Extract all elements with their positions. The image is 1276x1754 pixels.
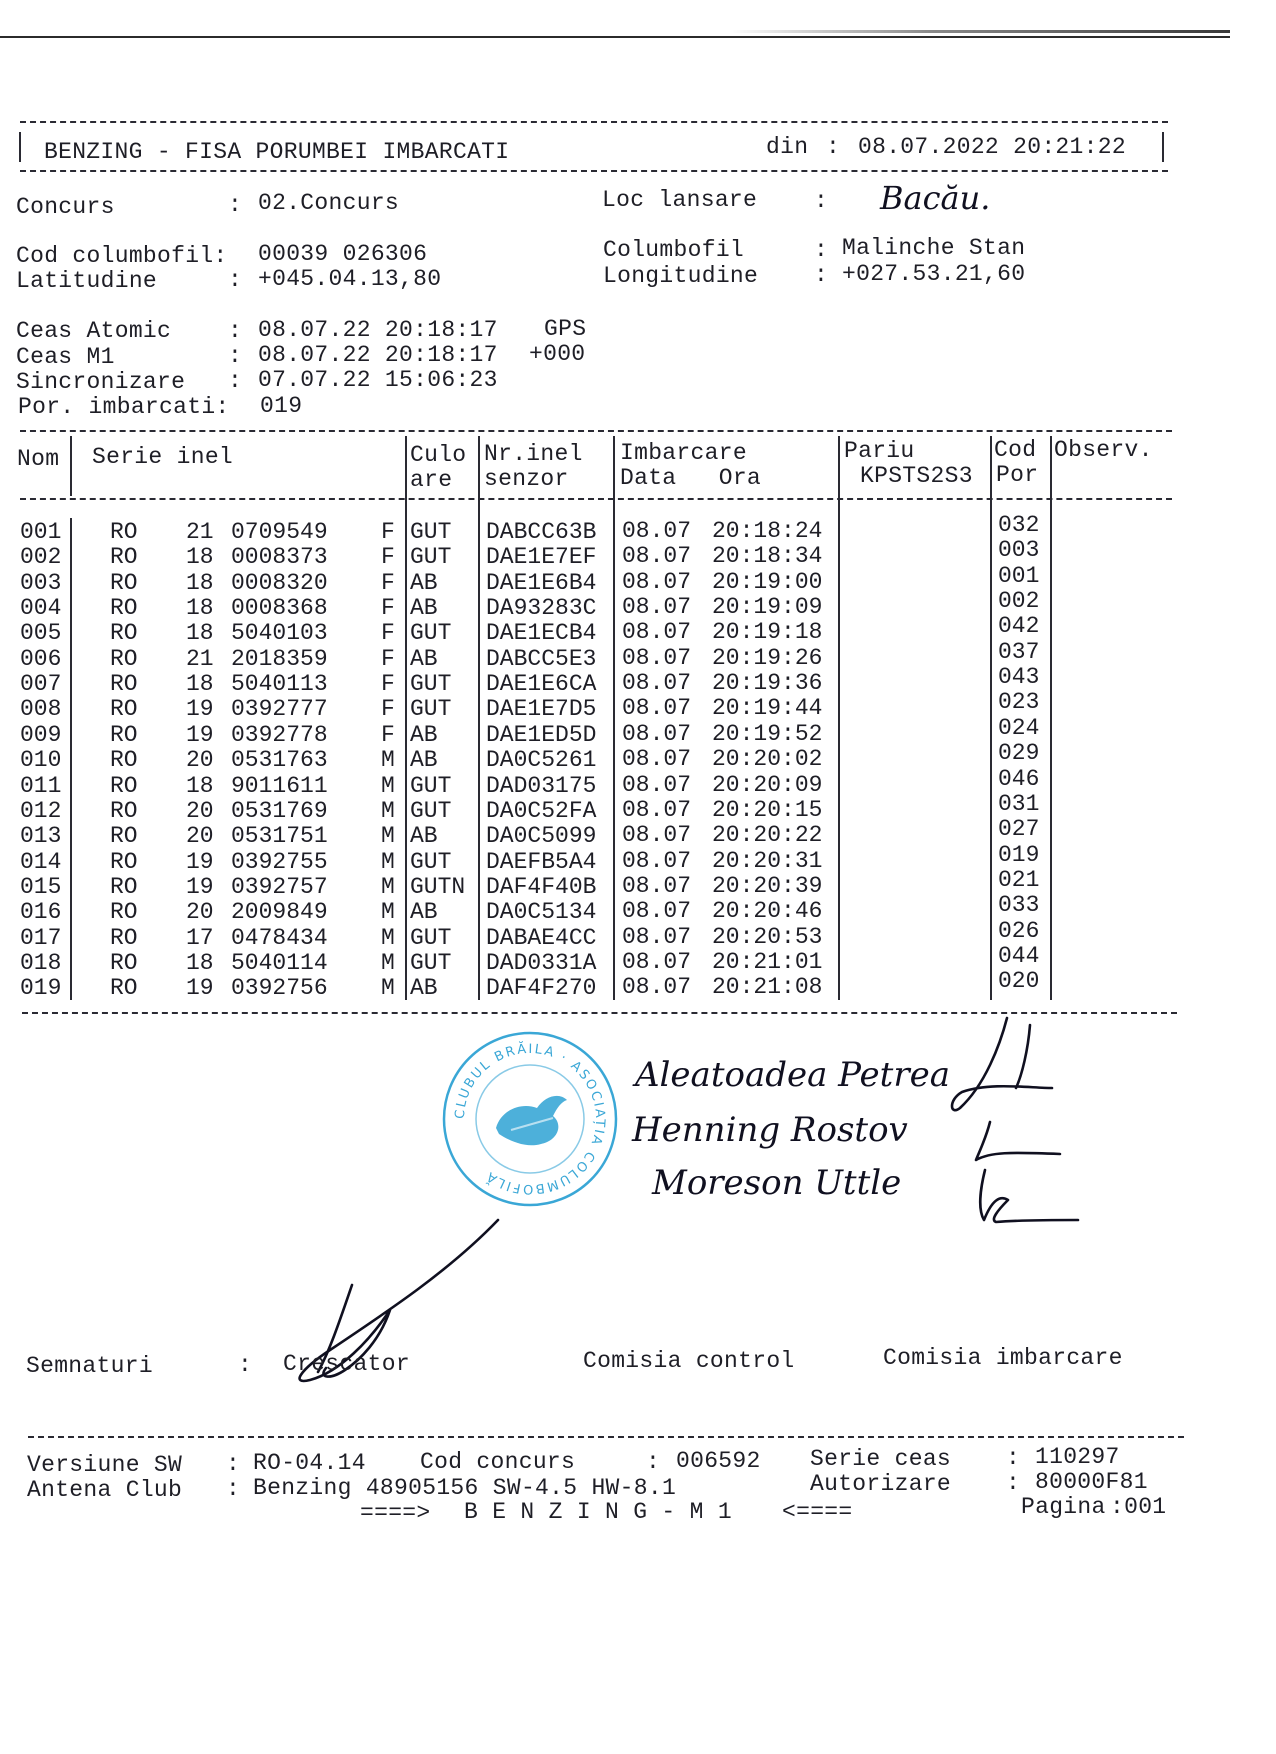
cell-ora: 20:19:18 bbox=[712, 619, 823, 646]
columbofil-value: Malinche Stan bbox=[842, 235, 1026, 261]
cell-culoare: AB bbox=[410, 823, 438, 850]
stamp-text: CLUBUL BRĂILA · ASOCIAȚIA COLUMBOFILĂ bbox=[452, 1041, 608, 1197]
col-sep-nom bbox=[70, 518, 72, 1000]
cell-tara: RO bbox=[110, 899, 138, 926]
cell-senzor: DAE1ECB4 bbox=[486, 620, 597, 647]
cell-data: 08.07 bbox=[622, 872, 692, 899]
cell-nom: 012 bbox=[20, 797, 62, 824]
th-nr-inel-1: Nr.inel bbox=[484, 441, 583, 467]
cell-senzor: DABCC5E3 bbox=[486, 645, 597, 672]
cell-cod-por: 031 bbox=[998, 790, 1040, 817]
sincronizare-label: Sincronizare bbox=[16, 369, 186, 395]
cell-senzor: DAE1ED5D bbox=[486, 721, 597, 748]
cell-tara: RO bbox=[110, 569, 138, 596]
cell-an: 20 bbox=[186, 747, 214, 774]
cell-tara: RO bbox=[110, 797, 138, 824]
columbofil-label: Columbofil bbox=[603, 237, 745, 263]
cell-tara: RO bbox=[110, 848, 138, 875]
cell-data: 08.07 bbox=[622, 847, 692, 874]
cell-sex: F bbox=[381, 645, 395, 672]
cell-data: 08.07 bbox=[622, 670, 692, 697]
loc-lansare-colon: : bbox=[814, 188, 829, 214]
banner-right-arrow: <==== bbox=[782, 1499, 853, 1525]
th-pariu-1: Pariu bbox=[844, 438, 915, 464]
cell-data: 08.07 bbox=[622, 771, 692, 798]
cell-cod-por: 027 bbox=[998, 816, 1040, 843]
cell-sex: F bbox=[381, 620, 395, 647]
cell-tara: RO bbox=[110, 645, 138, 672]
cell-sex: M bbox=[381, 975, 395, 1002]
cod-columbofil-label: Cod columbofil: bbox=[16, 243, 228, 269]
ceas-m1-colon: : bbox=[228, 343, 243, 369]
th-nr-inel-2: senzor bbox=[484, 466, 569, 492]
cell-nom: 008 bbox=[20, 696, 62, 723]
cell-sex: M bbox=[381, 924, 395, 951]
cell-senzor: DAD03175 bbox=[486, 772, 597, 799]
cell-nr-inel: 0531751 bbox=[231, 823, 328, 850]
cell-senzor: DA0C5261 bbox=[486, 747, 597, 774]
cell-an: 19 bbox=[186, 975, 214, 1002]
por-imbarcati-value: 019 bbox=[260, 393, 303, 419]
cell-nr-inel: 0392777 bbox=[231, 696, 328, 723]
banner-text: B E N Z I N G - M 1 bbox=[464, 1499, 732, 1525]
cell-cod-por: 037 bbox=[998, 638, 1040, 665]
cell-senzor: DA0C52FA bbox=[486, 797, 597, 824]
antena-club-label: Antena Club bbox=[27, 1477, 183, 1503]
cell-data: 08.07 bbox=[622, 568, 692, 595]
cell-nr-inel: 0008368 bbox=[231, 595, 328, 622]
header-top-rule bbox=[20, 121, 1168, 123]
cell-sex: F bbox=[381, 595, 395, 622]
ceas-atomic-label: Ceas Atomic bbox=[16, 318, 172, 344]
cell-an: 18 bbox=[186, 949, 214, 976]
cell-cod-por: 001 bbox=[998, 562, 1040, 589]
sincronizare-colon: : bbox=[228, 368, 243, 394]
th-nom: Nom bbox=[17, 446, 60, 472]
col-sep-serie bbox=[405, 436, 407, 1000]
cell-nr-inel: 0531763 bbox=[231, 747, 328, 774]
cell-culoare: GUTN bbox=[410, 873, 466, 900]
cell-ora: 20:19:00 bbox=[712, 568, 823, 595]
cell-sex: F bbox=[381, 721, 395, 748]
th-culoare-2: are bbox=[410, 467, 453, 493]
cell-cod-por: 042 bbox=[998, 613, 1040, 640]
control-signature-1 bbox=[952, 1018, 1052, 1110]
cell-senzor: DA93283C bbox=[486, 595, 597, 622]
cell-cod-por: 003 bbox=[998, 537, 1040, 564]
cell-tara: RO bbox=[110, 544, 138, 571]
document-title: BENZING - FISA PORUMBEI IMBARCATI bbox=[44, 139, 510, 165]
crescator-label: Crescator bbox=[283, 1351, 410, 1377]
cell-an: 18 bbox=[186, 544, 214, 571]
autorizare-colon: : bbox=[1006, 1470, 1021, 1496]
cell-sex: M bbox=[381, 899, 395, 926]
versiune-sw-value: RO-04.14 bbox=[253, 1450, 366, 1476]
col-sep-senzor bbox=[613, 436, 615, 1000]
table-header-bottom-rule bbox=[20, 498, 1172, 500]
header-date-separator: : bbox=[826, 134, 841, 160]
pagina-value: :001 bbox=[1110, 1494, 1167, 1520]
col-sep-culoare bbox=[478, 436, 480, 1000]
cell-sex: M bbox=[381, 848, 395, 875]
latitudine-colon: : bbox=[228, 267, 243, 293]
cod-concurs-label: Cod concurs bbox=[420, 1449, 576, 1475]
cell-culoare: AB bbox=[410, 721, 438, 748]
cell-cod-por: 021 bbox=[998, 866, 1040, 893]
cell-an: 18 bbox=[186, 620, 214, 647]
cell-cod-por: 019 bbox=[998, 841, 1040, 868]
cell-senzor: DA0C5099 bbox=[486, 823, 597, 850]
longitudine-colon: : bbox=[814, 262, 829, 288]
comisia-control-label: Comisia control bbox=[583, 1348, 795, 1374]
loc-lansare-value: Bacău. bbox=[880, 179, 991, 217]
serie-ceas-label: Serie ceas bbox=[810, 1446, 952, 1472]
cell-senzor: DABCC63B bbox=[486, 519, 597, 545]
concurs-colon: : bbox=[228, 192, 243, 218]
th-cod-1: Cod bbox=[994, 437, 1037, 463]
cell-data: 08.07 bbox=[622, 974, 692, 1001]
concurs-value: 02.Concurs bbox=[258, 190, 400, 216]
cell-nr-inel: 0392757 bbox=[231, 873, 328, 900]
cell-data: 08.07 bbox=[622, 898, 692, 925]
cell-sex: M bbox=[381, 873, 395, 900]
cell-ora: 20:20:02 bbox=[712, 746, 823, 773]
cell-sex: M bbox=[381, 747, 395, 774]
cell-an: 18 bbox=[186, 671, 214, 698]
cell-nr-inel: 0478434 bbox=[231, 924, 328, 951]
th-pariu-2: KPSTS2S3 bbox=[860, 463, 973, 489]
cell-tara: RO bbox=[110, 975, 138, 1002]
cell-ora: 20:19:26 bbox=[712, 644, 823, 671]
cell-nr-inel: 2009849 bbox=[231, 899, 328, 926]
header-left-border bbox=[19, 132, 21, 162]
control-name-2: Henning Rostov bbox=[632, 1110, 908, 1150]
cell-sex: F bbox=[381, 569, 395, 596]
cell-data: 08.07 bbox=[622, 796, 692, 823]
th-culoare-1: Culo bbox=[410, 442, 467, 468]
cell-data: 08.07 bbox=[622, 720, 692, 747]
por-imbarcati-label: Por. imbarcati: bbox=[18, 394, 230, 420]
banner-left-arrow: ====> bbox=[360, 1500, 431, 1526]
cell-senzor: DAD0331A bbox=[486, 949, 597, 976]
cell-sex: M bbox=[381, 949, 395, 976]
cell-data: 08.07 bbox=[622, 948, 692, 975]
cell-culoare: GUT bbox=[410, 671, 452, 698]
cell-culoare: GUT bbox=[410, 848, 452, 875]
serie-ceas-value: 110297 bbox=[1035, 1444, 1120, 1470]
autorizare-label: Autorizare bbox=[810, 1471, 952, 1497]
cell-an: 18 bbox=[186, 772, 214, 799]
cell-nr-inel: 0392756 bbox=[231, 975, 328, 1002]
cod-concurs-colon: : bbox=[646, 1449, 661, 1475]
cell-nom: 003 bbox=[20, 569, 62, 596]
cell-nom: 014 bbox=[20, 848, 62, 875]
cell-senzor: DAE1E6CA bbox=[486, 671, 597, 698]
cell-ora: 20:20:53 bbox=[712, 923, 823, 950]
pigeon-icon bbox=[496, 1096, 567, 1145]
cell-tara: RO bbox=[110, 772, 138, 799]
versiune-sw-label: Versiune SW bbox=[27, 1452, 183, 1478]
cell-an: 21 bbox=[186, 645, 214, 672]
cell-cod-por: 026 bbox=[998, 917, 1040, 944]
columbofil-colon: : bbox=[814, 237, 829, 263]
table-bottom-rule bbox=[22, 1012, 1177, 1014]
cell-tara: RO bbox=[110, 671, 138, 698]
control-name-3: Moreson Uttle bbox=[652, 1163, 902, 1203]
cell-nom: 010 bbox=[20, 747, 62, 774]
cell-nr-inel: 0709549 bbox=[231, 519, 328, 545]
ceas-atomic-source: GPS bbox=[544, 316, 587, 342]
cell-cod-por: 029 bbox=[998, 740, 1040, 767]
cell-sex: F bbox=[381, 544, 395, 571]
cell-senzor: DAF4F270 bbox=[486, 975, 597, 1002]
cell-nr-inel: 0008373 bbox=[231, 544, 328, 571]
cell-culoare: GUT bbox=[410, 949, 452, 976]
cell-an: 20 bbox=[186, 823, 214, 850]
cell-tara: RO bbox=[110, 519, 138, 545]
cell-an: 19 bbox=[186, 696, 214, 723]
cell-nom: 013 bbox=[20, 823, 62, 850]
cell-nr-inel: 0531769 bbox=[231, 797, 328, 824]
th-imbarcare-1: Imbarcare bbox=[620, 440, 747, 466]
cell-an: 19 bbox=[186, 873, 214, 900]
col-sep-imbarcare bbox=[838, 436, 840, 1000]
cell-culoare: GUT bbox=[410, 696, 452, 723]
cell-culoare: AB bbox=[410, 747, 438, 774]
cell-culoare: AB bbox=[410, 569, 438, 596]
cell-data: 08.07 bbox=[622, 543, 692, 570]
header-right-border bbox=[1162, 132, 1164, 162]
cod-concurs-value: 006592 bbox=[676, 1448, 761, 1474]
cell-tara: RO bbox=[110, 620, 138, 647]
cell-cod-por: 024 bbox=[998, 714, 1040, 741]
cell-ora: 20:19:52 bbox=[712, 720, 823, 747]
cell-an: 18 bbox=[186, 595, 214, 622]
col-sep-cod bbox=[1050, 436, 1052, 1000]
cell-ora: 20:19:36 bbox=[712, 670, 823, 697]
cell-ora: 20:20:39 bbox=[712, 872, 823, 899]
cell-nom: 015 bbox=[20, 873, 62, 900]
cell-ora: 20:21:01 bbox=[712, 948, 823, 975]
cell-data: 08.07 bbox=[622, 923, 692, 950]
cell-tara: RO bbox=[110, 696, 138, 723]
cell-culoare: AB bbox=[410, 899, 438, 926]
cell-nr-inel: 9011611 bbox=[231, 772, 328, 799]
ceas-m1-label: Ceas M1 bbox=[16, 344, 115, 370]
th-serie-inel: Serie inel bbox=[92, 444, 234, 470]
cell-nr-inel: 2018359 bbox=[231, 645, 328, 672]
ceas-m1-value: 08.07.22 20:18:17 bbox=[258, 342, 498, 368]
cell-nom: 016 bbox=[20, 899, 62, 926]
cell-cod-por: 023 bbox=[998, 689, 1040, 716]
cell-nom: 009 bbox=[20, 721, 62, 748]
semnaturi-colon: : bbox=[238, 1352, 253, 1378]
club-stamp bbox=[441, 1030, 619, 1208]
control-signature-2 bbox=[976, 1122, 1060, 1160]
cell-nom: 005 bbox=[20, 620, 62, 647]
cell-senzor: DA0C5134 bbox=[486, 899, 597, 926]
cell-data: 08.07 bbox=[622, 594, 692, 621]
cell-sex: F bbox=[381, 671, 395, 698]
control-signature-1b bbox=[1016, 1025, 1030, 1088]
cell-an: 19 bbox=[186, 721, 214, 748]
sincronizare-value: 07.07.22 15:06:23 bbox=[258, 367, 498, 393]
versiune-sw-colon: : bbox=[226, 1451, 241, 1477]
control-name-1: Aleatoadea Petrea bbox=[635, 1055, 950, 1095]
cell-data: 08.07 bbox=[622, 518, 692, 544]
cell-cod-por: 044 bbox=[998, 942, 1040, 969]
control-signature-3 bbox=[980, 1170, 1078, 1222]
col-sep-pariu bbox=[990, 436, 992, 1000]
cell-nom: 001 bbox=[20, 519, 62, 545]
scan-edge-line bbox=[0, 36, 1230, 38]
cell-nr-inel: 5040114 bbox=[231, 949, 328, 976]
cell-culoare: GUT bbox=[410, 772, 452, 799]
table-top-rule bbox=[20, 430, 1172, 432]
cell-an: 18 bbox=[186, 569, 214, 596]
cell-nr-inel: 0392778 bbox=[231, 721, 328, 748]
antena-club-value: Benzing 48905156 SW-4.5 HW-8.1 bbox=[253, 1475, 677, 1501]
cell-nom: 011 bbox=[20, 772, 62, 799]
cell-ora: 20:18:24 bbox=[712, 518, 823, 544]
cell-ora: 20:18:34 bbox=[712, 543, 823, 570]
cell-ora: 20:19:09 bbox=[712, 594, 823, 621]
latitudine-value: +045.04.13,80 bbox=[258, 266, 442, 292]
cell-cod-por: 002 bbox=[998, 588, 1040, 615]
cell-data: 08.07 bbox=[622, 746, 692, 773]
cod-columbofil-value: 00039 026306 bbox=[258, 241, 428, 267]
cell-culoare: GUT bbox=[410, 924, 452, 951]
cell-culoare: GUT bbox=[410, 519, 452, 545]
cell-culoare: AB bbox=[410, 975, 438, 1002]
concurs-label: Concurs bbox=[16, 194, 115, 220]
cell-nom: 007 bbox=[20, 671, 62, 698]
cell-an: 19 bbox=[186, 848, 214, 875]
cell-ora: 20:20:09 bbox=[712, 771, 823, 798]
cell-ora: 20:20:31 bbox=[712, 847, 823, 874]
cell-nr-inel: 5040113 bbox=[231, 671, 328, 698]
col-sep-nom-h bbox=[70, 436, 72, 496]
cell-sex: M bbox=[381, 772, 395, 799]
ceas-m1-offset: +000 bbox=[529, 341, 586, 367]
cell-cod-por: 032 bbox=[998, 512, 1040, 538]
cell-ora: 20:21:08 bbox=[712, 974, 823, 1001]
cell-senzor: DAE1E7D5 bbox=[486, 696, 597, 723]
cell-culoare: GUT bbox=[410, 797, 452, 824]
cell-senzor: DAE1E6B4 bbox=[486, 569, 597, 596]
cell-culoare: AB bbox=[410, 595, 438, 622]
longitudine-label: Longitudine bbox=[603, 263, 759, 289]
cell-nom: 019 bbox=[20, 975, 62, 1002]
cell-sex: F bbox=[381, 519, 395, 545]
cell-ora: 20:20:22 bbox=[712, 822, 823, 849]
autorizare-value: 80000F81 bbox=[1035, 1469, 1148, 1495]
cell-senzor: DABAE4CC bbox=[486, 924, 597, 951]
cell-data: 08.07 bbox=[622, 695, 692, 722]
cell-nom: 006 bbox=[20, 645, 62, 672]
cell-ora: 20:20:46 bbox=[712, 898, 823, 925]
cell-cod-por: 043 bbox=[998, 664, 1040, 691]
cell-tara: RO bbox=[110, 823, 138, 850]
cell-sex: M bbox=[381, 797, 395, 824]
cell-cod-por: 046 bbox=[998, 765, 1040, 792]
latitudine-label: Latitudine bbox=[16, 268, 158, 294]
cell-data: 08.07 bbox=[622, 822, 692, 849]
th-cod-2: Por bbox=[996, 462, 1039, 488]
cell-data: 08.07 bbox=[622, 619, 692, 646]
cell-ora: 20:19:44 bbox=[712, 695, 823, 722]
cell-sex: M bbox=[381, 823, 395, 850]
cell-nom: 017 bbox=[20, 924, 62, 951]
header-date-value: 08.07.2022 20:21:22 bbox=[858, 134, 1126, 160]
ceas-atomic-value: 08.07.22 20:18:17 bbox=[258, 317, 498, 343]
cell-nr-inel: 0392755 bbox=[231, 848, 328, 875]
loc-lansare-label: Loc lansare bbox=[602, 187, 758, 213]
cell-tara: RO bbox=[110, 721, 138, 748]
header-date-label: din bbox=[766, 134, 809, 160]
cell-cod-por: 033 bbox=[998, 892, 1040, 919]
cell-nom: 018 bbox=[20, 949, 62, 976]
cell-culoare: GUT bbox=[410, 544, 452, 571]
cell-cod-por: 020 bbox=[998, 968, 1040, 995]
header-bottom-rule bbox=[20, 170, 1168, 172]
cell-tara: RO bbox=[110, 595, 138, 622]
comisia-imbarcare-label: Comisia imbarcare bbox=[883, 1345, 1123, 1371]
cell-nom: 004 bbox=[20, 595, 62, 622]
pagina-label: Pagina bbox=[1021, 1494, 1106, 1520]
semnaturi-label: Semnaturi bbox=[26, 1353, 153, 1379]
cell-tara: RO bbox=[110, 949, 138, 976]
cell-culoare: GUT bbox=[410, 620, 452, 647]
serie-ceas-colon: : bbox=[1006, 1445, 1021, 1471]
cell-tara: RO bbox=[110, 924, 138, 951]
ceas-atomic-colon: : bbox=[228, 318, 243, 344]
cell-nr-inel: 0008320 bbox=[231, 569, 328, 596]
cell-data: 08.07 bbox=[622, 644, 692, 671]
cell-an: 21 bbox=[186, 519, 214, 545]
cell-ora: 20:20:15 bbox=[712, 796, 823, 823]
scan-edge-shadow bbox=[730, 30, 1230, 33]
cell-tara: RO bbox=[110, 873, 138, 900]
cell-an: 20 bbox=[186, 899, 214, 926]
cell-nr-inel: 5040103 bbox=[231, 620, 328, 647]
cell-nom: 002 bbox=[20, 544, 62, 571]
cell-senzor: DAF4F40B bbox=[486, 873, 597, 900]
cell-senzor: DAE1E7EF bbox=[486, 544, 597, 571]
cell-culoare: AB bbox=[410, 645, 438, 672]
antena-club-colon: : bbox=[226, 1476, 241, 1502]
longitudine-value: +027.53.21,60 bbox=[842, 261, 1026, 287]
footer-top-rule bbox=[28, 1436, 1184, 1438]
cell-tara: RO bbox=[110, 747, 138, 774]
th-observatii: Observ. bbox=[1054, 437, 1153, 463]
cell-an: 17 bbox=[186, 924, 214, 951]
cell-senzor: DAEFB5A4 bbox=[486, 848, 597, 875]
cell-an: 20 bbox=[186, 797, 214, 824]
th-imbarcare-2: Data Ora bbox=[620, 465, 762, 491]
cell-sex: F bbox=[381, 696, 395, 723]
